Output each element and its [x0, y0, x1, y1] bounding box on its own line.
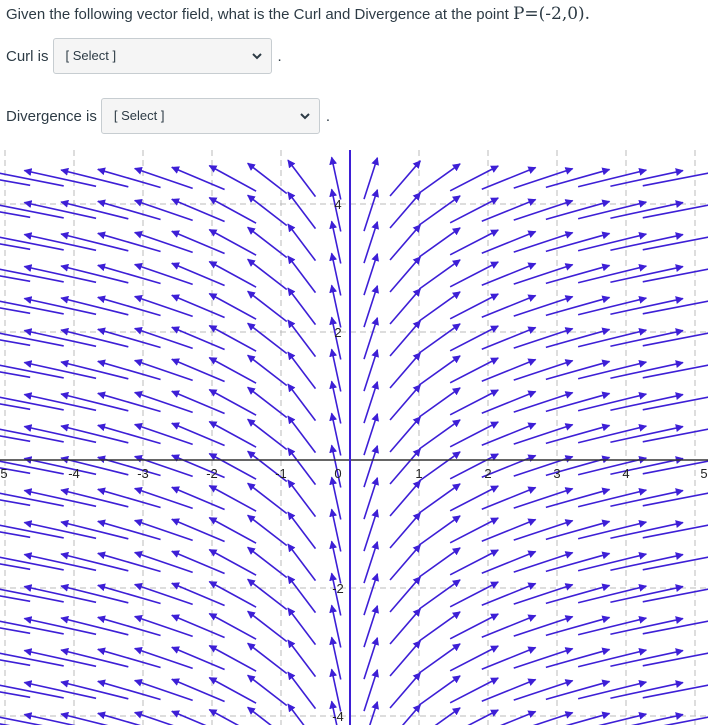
field-arrow	[610, 299, 683, 315]
field-arrow	[514, 649, 573, 669]
field-arrow	[61, 234, 128, 251]
field-arrow	[61, 266, 128, 283]
field-arrow	[288, 416, 316, 453]
field-arrow	[578, 202, 646, 219]
field-arrow	[364, 414, 377, 455]
field-arrow	[0, 267, 64, 282]
field-arrow	[24, 490, 96, 506]
field-arrow	[546, 681, 610, 699]
field-arrow	[364, 350, 377, 391]
field-arrow	[578, 394, 646, 411]
field-arrow	[24, 170, 96, 186]
field-arrow	[390, 289, 420, 324]
y-tick-label: -2	[332, 581, 344, 596]
field-arrow	[364, 158, 377, 199]
field-arrow	[578, 618, 646, 635]
field-arrow	[288, 672, 316, 709]
field-arrow	[390, 513, 420, 548]
field-arrow	[24, 458, 96, 474]
field-arrow	[209, 166, 256, 192]
field-arrow	[0, 171, 64, 186]
y-tick-label: 4	[334, 197, 342, 212]
field-arrow	[450, 230, 498, 255]
field-arrow	[514, 233, 573, 253]
field-arrow	[450, 646, 498, 671]
field-arrow	[288, 288, 316, 325]
field-arrow	[172, 487, 225, 509]
y-tick-label: 2	[334, 325, 342, 340]
field-arrow	[514, 617, 573, 637]
field-arrow	[209, 646, 256, 672]
field-arrow	[98, 393, 161, 411]
divergence-label: Divergence is	[6, 107, 97, 125]
x-tick-label: 5	[0, 466, 8, 481]
field-arrow	[288, 576, 316, 613]
field-arrow	[61, 426, 128, 443]
field-arrow	[643, 683, 708, 698]
field-arrow	[172, 615, 225, 637]
field-arrow	[61, 522, 128, 539]
field-arrow	[0, 235, 64, 250]
field-arrow	[643, 299, 708, 314]
field-arrow	[390, 577, 420, 612]
field-arrow	[514, 169, 573, 189]
field-arrow	[546, 297, 610, 315]
field-arrow	[24, 298, 96, 314]
field-arrow	[209, 678, 256, 704]
field-arrow	[514, 393, 573, 413]
field-arrow	[364, 254, 377, 295]
field-arrow	[0, 331, 64, 346]
field-arrow	[98, 713, 161, 725]
x-tick-label: 3	[553, 466, 561, 481]
field-arrow	[514, 265, 573, 285]
field-arrow	[364, 542, 377, 583]
field-arrow	[578, 426, 646, 443]
field-arrow	[578, 298, 646, 315]
field-arrow	[24, 362, 96, 378]
field-arrow	[578, 234, 646, 251]
field-arrow	[546, 233, 610, 251]
field-arrow	[364, 574, 377, 615]
field-arrow	[209, 294, 256, 320]
field-arrow	[172, 295, 225, 317]
field-arrow	[578, 362, 646, 379]
x-tick-label: -4	[68, 466, 80, 481]
field-arrow	[364, 382, 377, 423]
field-arrow	[288, 160, 316, 197]
field-arrow	[643, 427, 708, 442]
field-arrow	[514, 553, 573, 573]
field-arrow	[610, 363, 683, 379]
field-arrow	[390, 609, 420, 644]
field-arrow	[643, 395, 708, 410]
field-arrow	[172, 647, 225, 669]
field-arrow	[450, 262, 498, 287]
question-text	[6, 4, 590, 24]
field-arrow	[288, 544, 316, 581]
field-arrow	[172, 679, 225, 701]
field-arrow	[450, 422, 498, 447]
field-arrow	[209, 198, 256, 224]
field-arrow	[450, 326, 498, 351]
field-arrow	[450, 614, 498, 639]
divergence-period: .	[325, 107, 331, 125]
field-arrow	[61, 394, 128, 411]
field-arrow	[450, 358, 498, 383]
field-arrow	[546, 553, 610, 571]
field-arrow	[61, 618, 128, 635]
field-arrow	[98, 649, 161, 667]
x-tick-label: -1	[275, 466, 287, 481]
field-arrow	[209, 518, 256, 544]
field-arrow	[0, 491, 64, 506]
field-arrow	[390, 673, 420, 708]
field-arrow	[209, 550, 256, 576]
field-arrow	[288, 192, 316, 229]
field-arrow	[209, 582, 256, 608]
field-arrow	[546, 713, 610, 725]
field-arrow	[643, 523, 708, 538]
field-arrow	[0, 427, 64, 442]
field-arrow	[288, 640, 316, 677]
curl-select-value: [ Select ]	[65, 48, 117, 63]
field-arrow	[390, 257, 420, 292]
field-arrow	[0, 683, 64, 698]
field-arrow	[98, 297, 161, 315]
field-arrow	[364, 286, 377, 327]
field-arrow	[209, 262, 256, 288]
field-arrow	[643, 651, 708, 666]
field-arrow	[24, 426, 96, 442]
field-arrow	[209, 422, 256, 448]
field-arrow	[24, 394, 96, 410]
field-arrow	[578, 682, 646, 699]
field-arrow	[643, 203, 708, 218]
field-arrow	[610, 331, 683, 347]
field-arrow	[24, 522, 96, 538]
field-arrow	[578, 330, 646, 347]
field-arrow	[0, 459, 64, 474]
field-arrow	[643, 171, 708, 186]
field-arrow	[288, 480, 316, 517]
field-arrow	[610, 523, 683, 539]
curl-label: Curl is	[6, 47, 49, 65]
field-arrow	[172, 199, 225, 221]
field-arrow	[172, 423, 225, 445]
field-arrow	[24, 202, 96, 218]
field-arrow	[610, 683, 683, 699]
field-arrow	[364, 318, 377, 359]
field-arrow	[209, 390, 256, 416]
field-arrow	[610, 459, 683, 475]
field-arrow	[61, 554, 128, 571]
field-arrow	[450, 518, 498, 543]
field-arrow	[0, 651, 64, 666]
field-arrow	[578, 490, 646, 507]
field-arrow	[514, 361, 573, 381]
question-prompt: Given the following vector field, what is the Curl and Divergence at the point	[6, 6, 509, 23]
field-arrow	[209, 230, 256, 256]
field-arrow	[610, 651, 683, 667]
field-arrow	[288, 352, 316, 389]
field-arrow	[0, 619, 64, 634]
field-arrow	[172, 519, 225, 541]
field-arrow	[390, 545, 420, 580]
field-arrow	[61, 682, 128, 699]
field-arrow	[450, 486, 498, 511]
field-arrow	[98, 265, 161, 283]
field-arrow	[390, 353, 420, 388]
field-arrow	[546, 361, 610, 379]
field-arrow	[209, 358, 256, 384]
chevron-down-icon	[251, 50, 263, 62]
field-arrow	[514, 425, 573, 445]
field-arrow	[288, 256, 316, 293]
field-arrow	[209, 710, 256, 725]
divergence-select-value: [ Select ]	[113, 108, 165, 123]
field-arrow	[450, 582, 498, 607]
field-arrow	[610, 203, 683, 219]
field-arrow	[390, 161, 420, 196]
field-arrow	[450, 710, 498, 725]
field-arrow	[172, 551, 225, 573]
field-arrow	[546, 169, 610, 187]
field-arrow	[390, 641, 420, 676]
field-arrow	[364, 190, 377, 231]
field-arrow	[288, 320, 316, 357]
field-arrow	[0, 299, 64, 314]
field-arrow	[578, 586, 646, 603]
field-arrow	[578, 650, 646, 667]
field-arrow	[450, 198, 498, 223]
field-arrow	[364, 478, 377, 519]
x-tick-label: 2	[484, 466, 492, 481]
field-arrow	[578, 554, 646, 571]
field-arrow	[578, 522, 646, 539]
x-tick-label: 5	[700, 466, 708, 481]
field-arrow	[364, 222, 377, 263]
curl-select[interactable]	[53, 38, 272, 74]
field-arrow	[364, 446, 377, 487]
field-arrow	[0, 203, 64, 218]
field-arrow	[24, 266, 96, 282]
x-tick-label: -2	[206, 466, 218, 481]
field-arrow	[24, 554, 96, 570]
field-arrow	[450, 390, 498, 415]
chevron-down-icon	[299, 110, 311, 122]
field-arrow	[61, 650, 128, 667]
field-arrow	[98, 425, 161, 443]
field-arrow	[610, 587, 683, 603]
field-arrow	[514, 681, 573, 701]
curl-period: .	[277, 47, 282, 65]
question-point: P=(-2,0).	[512, 4, 591, 24]
field-arrow	[364, 510, 377, 551]
divergence-select[interactable]	[101, 98, 320, 134]
field-arrow	[24, 682, 96, 698]
field-arrow	[98, 681, 161, 699]
field-arrow	[546, 649, 610, 667]
field-arrow	[390, 321, 420, 356]
field-arrow	[450, 294, 498, 319]
field-arrow	[98, 553, 161, 571]
field-arrow	[172, 231, 225, 253]
field-arrow	[172, 583, 225, 605]
field-arrow	[24, 234, 96, 250]
field-arrow	[643, 555, 708, 570]
x-tick-label: 1	[415, 466, 423, 481]
x-tick-label: 4	[622, 466, 630, 481]
field-arrow	[450, 550, 498, 575]
field-arrow	[514, 297, 573, 317]
field-arrow	[172, 327, 225, 349]
field-arrow	[209, 486, 256, 512]
field-arrow	[450, 678, 498, 703]
field-arrow	[172, 359, 225, 381]
field-arrow	[0, 555, 64, 570]
field-arrow	[98, 617, 161, 635]
field-arrow	[98, 169, 161, 187]
field-arrow	[610, 491, 683, 507]
field-arrow	[0, 587, 64, 602]
field-arrow	[61, 362, 128, 379]
field-arrow	[643, 331, 708, 346]
field-arrow	[0, 523, 64, 538]
field-arrow	[643, 363, 708, 378]
field-arrow	[24, 330, 96, 346]
field-arrow	[610, 267, 683, 283]
field-arrow	[514, 521, 573, 541]
field-arrow	[364, 638, 377, 679]
curl-row	[6, 38, 282, 74]
field-arrow	[546, 425, 610, 443]
field-arrow	[390, 225, 420, 260]
field-arrow	[450, 166, 498, 191]
field-arrow	[209, 326, 256, 352]
field-arrow	[610, 395, 683, 411]
field-arrow	[610, 235, 683, 251]
field-arrow	[546, 265, 610, 283]
field-arrow	[98, 233, 161, 251]
field-arrow	[643, 459, 708, 474]
field-arrow	[288, 448, 316, 485]
field-arrow	[61, 490, 128, 507]
field-arrow	[288, 704, 316, 725]
field-arrow	[172, 167, 225, 189]
field-arrow	[24, 618, 96, 634]
field-arrow	[643, 267, 708, 282]
field-arrow	[24, 650, 96, 666]
field-arrow	[0, 395, 64, 410]
field-arrow	[61, 170, 128, 187]
field-arrow	[390, 417, 420, 452]
field-arrow	[610, 427, 683, 443]
x-tick-label: -3	[137, 466, 149, 481]
field-arrow	[610, 171, 683, 187]
field-arrow	[0, 363, 64, 378]
vector-field-plot	[0, 150, 708, 725]
field-arrow	[514, 713, 573, 725]
field-arrow	[643, 619, 708, 634]
field-arrow	[98, 489, 161, 507]
field-arrow	[364, 606, 377, 647]
field-arrow	[288, 224, 316, 261]
field-arrow	[288, 608, 316, 645]
field-arrow	[643, 587, 708, 602]
field-arrow	[390, 481, 420, 516]
x-tick-label: 0	[334, 466, 342, 481]
field-arrow	[546, 393, 610, 411]
field-arrow	[643, 491, 708, 506]
field-arrow	[610, 555, 683, 571]
field-arrow	[578, 170, 646, 187]
y-tick-label: -4	[332, 709, 344, 724]
field-arrow	[514, 489, 573, 509]
field-arrow	[172, 391, 225, 413]
field-arrow	[364, 670, 377, 711]
field-arrow	[610, 619, 683, 635]
field-arrow	[24, 586, 96, 602]
field-arrow	[643, 235, 708, 250]
field-arrow	[546, 617, 610, 635]
field-arrow	[172, 263, 225, 285]
field-arrow	[61, 298, 128, 315]
field-arrow	[288, 384, 316, 421]
field-arrow	[98, 361, 161, 379]
field-arrow	[546, 489, 610, 507]
field-arrow	[390, 385, 420, 420]
field-arrow	[546, 521, 610, 539]
divergence-row	[6, 98, 330, 134]
field-arrow	[390, 193, 420, 228]
field-arrow	[98, 521, 161, 539]
field-arrow	[288, 512, 316, 549]
field-arrow	[209, 614, 256, 640]
field-arrow	[390, 705, 420, 725]
field-arrow	[578, 266, 646, 283]
